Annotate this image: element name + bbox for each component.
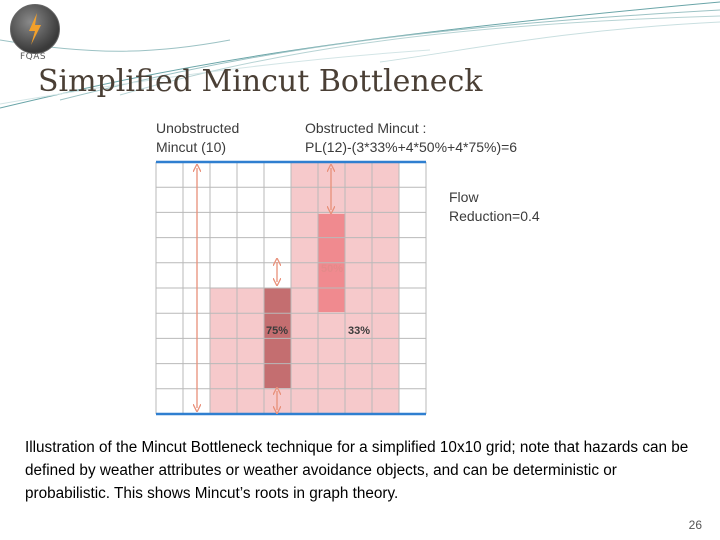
obstructed-label-line2: PL(12)-(3*33%+4*50%+4*75%)=6 [305, 139, 518, 155]
organization-logo [10, 4, 60, 54]
slide-caption: Illustration of the Mincut Bottleneck technique for a simplified 10x10 grid; note that hazards can be defined by weather attributes or weather avoidance objects, and can be deterministic or probabilistic. This shows Mincut’s roots in graph theory. [25, 439, 689, 502]
mincut-grid-diagram [140, 112, 580, 422]
hazard-75-label: 75% [266, 325, 289, 337]
flow-label-line2: Reduction=0.4 [449, 208, 540, 224]
page-number: 26 [688, 518, 702, 532]
obstructed-label-line1: Obstructed Mincut : [305, 120, 427, 136]
unobstructed-label-line2: Mincut (10) [156, 139, 227, 155]
logo-text: FQAS [20, 52, 47, 62]
unobstructed-label-line1: Unobstructed [156, 120, 240, 136]
hazard-50-label: 50% [321, 263, 344, 275]
slide-title: Simplified Mincut Bottleneck [38, 64, 483, 99]
hazard-33-label: 33% [348, 325, 371, 337]
lightning-bolt-icon [11, 5, 59, 53]
flow-label-line1: Flow [449, 189, 479, 205]
